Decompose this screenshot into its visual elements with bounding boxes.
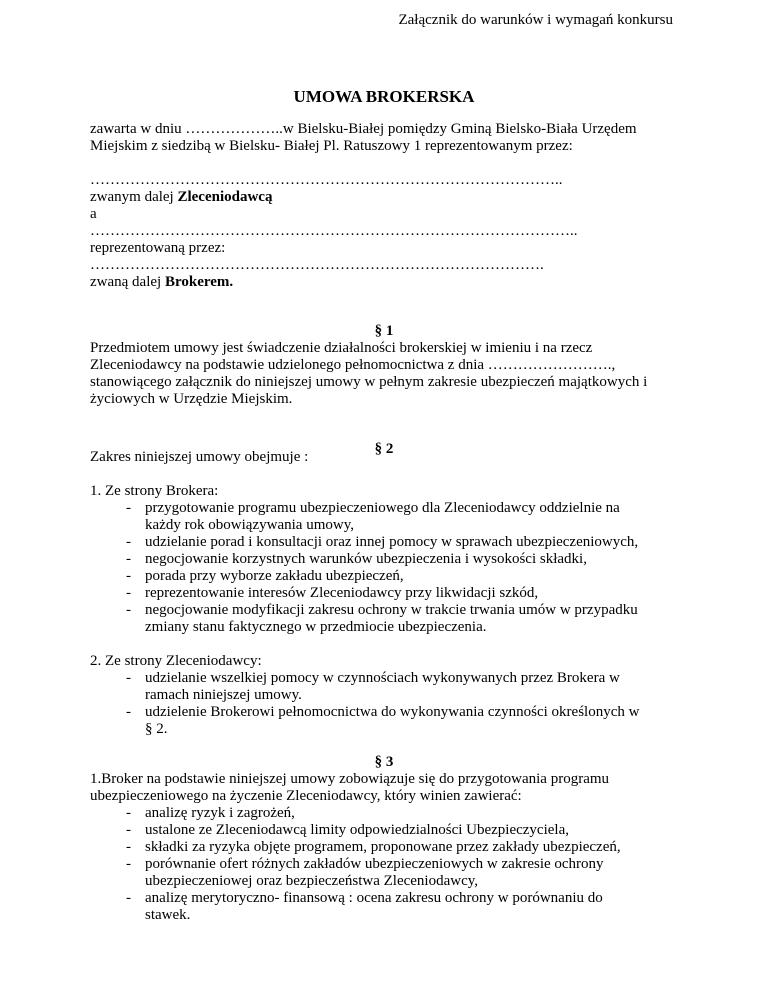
client-line [90,189,272,206]
section-1-line: życiowych w Urzędzie Miejskim. [90,391,293,407]
broker-duty-item: udzielanie porad i konsultacji oraz innej pomocy w sprawach ubezpieczeniowych, [145,534,639,550]
broker-duty-item: negocjowanie korzystnych warunków ubezpieczenia i wysokości składki, [145,551,587,567]
bullet-dash: - [126,822,131,838]
header-note: Załącznik do warunków i wymagań konkursu [398,12,673,28]
client-duty-item: § 2. [145,721,168,737]
broker-duty-item: przygotowanie programu ubezpieczeniowego dla Zleceniodawcy oddzielnie na [145,500,620,516]
client-duty-item: udzielanie wszelkiej pomocy w czynnościach wykonywanych przez Brokera w [145,670,620,686]
bullet-dash: - [126,585,131,601]
bullet-dash: - [126,568,131,584]
section-2-heading: § 2 [374,441,394,457]
section-1-line: Przedmiotem umowy jest świadczenie działalności brokerskiej w imieniu i na rzecz [90,340,593,356]
broker-duty-item: zmiany stanu faktycznego w przedmiocie ubezpieczenia. [145,619,487,635]
section-2-intro: Zakres niniejszej umowy obejmuje : [90,449,309,465]
client-duty-item: ramach niniejszej umowy. [145,687,302,703]
program-item: stawek. [145,907,191,923]
program-item: analizę merytoryczno- finansową : ocena zakresu ochrony w porównaniu do [145,890,603,906]
bullet-dash: - [126,856,131,872]
program-item: składki za ryzyka objęte programem, proponowane przez zakłady ubezpieczeń, [145,839,621,855]
bullet-dash: - [126,602,131,618]
bullet-dash: - [126,670,131,686]
bullet-dash: - [126,805,131,821]
dotted-line-1: ………………………………………………………………………………….. [90,172,563,188]
section-3-heading: § 3 [374,754,394,770]
section-1-heading: § 1 [374,323,394,339]
bullet-dash: - [126,500,131,516]
intro-line-2: Miejskim z siedzibą w Bielsku- Białej Pl. Ratuszowy 1 reprezentowanym przez: [90,138,573,154]
broker-prefix: zwaną dalej [90,274,165,290]
program-item: porównanie ofert różnych zakładów ubezpieczeniowych w zakresie ochrony [145,856,604,872]
section-1-line: stanowiącego załącznik do niniejszej umowy w pełnym zakresie ubezpieczeń majątkowych i [90,374,648,390]
broker-line [90,274,233,291]
bullet-dash: - [126,890,131,906]
bullet-dash: - [126,704,131,720]
program-item: ustalone ze Zleceniodawcą limity odpowiedzialności Ubezpieczyciela, [145,822,569,838]
broker-duty-item: każdy rok obowiązywania umowy, [145,517,354,533]
broker-duties-heading: 1. Ze strony Brokera: [90,483,219,499]
program-item: analizę ryzyk i zagrożeń, [145,805,295,821]
client-prefix: zwanym dalej [90,189,178,205]
and-word: a [90,206,97,222]
broker-duty-item: negocjowanie modyfikacji zakresu ochrony w trakcie trwania umów w przypadku [145,602,638,618]
bullet-dash: - [126,839,131,855]
client-duties-heading: 2. Ze strony Zleceniodawcy: [90,653,262,669]
dotted-line-3: ………………………………………………………………………………. [90,257,544,273]
document-title: UMOWA BROKERSKA [293,87,475,106]
client-duty-item: udzielenie Brokerowi pełnomocnictwa do wykonywania czynności określonych w [145,704,640,720]
represented-by: reprezentowaną przez: [90,240,226,256]
client-name: Zleceniodawcą [177,189,273,205]
broker-duty-item: reprezentowanie interesów Zleceniodawcy przy likwidacji szkód, [145,585,539,601]
broker-duty-item: porada przy wyborze zakładu ubezpieczeń, [145,568,404,584]
dotted-line-2: …………………………………………………………………………………….. [90,223,578,239]
program-item: ubezpieczeniowej oraz bezpieczeństwa Zleceniodawcy, [145,873,479,889]
broker-name: Brokerem. [164,274,234,290]
section-3-intro: 1.Broker na podstawie niniejszej umowy zobowiązuje się do przygotowania programu [90,771,610,787]
section-1-line: Zleceniodawcy na podstawie udzielonego pełnomocnictwa z dnia ……………………., [90,357,616,373]
section-3-intro: ubezpieczeniowego na życzenie Zleceniodawcy, który winien zawierać: [90,788,522,804]
bullet-dash: - [126,551,131,567]
intro-line-1: zawarta w dniu ………………..w Bielsku-Białej pomiędzy Gminą Bielsko-Biała Urzędem [90,121,637,137]
bullet-dash: - [126,534,131,550]
